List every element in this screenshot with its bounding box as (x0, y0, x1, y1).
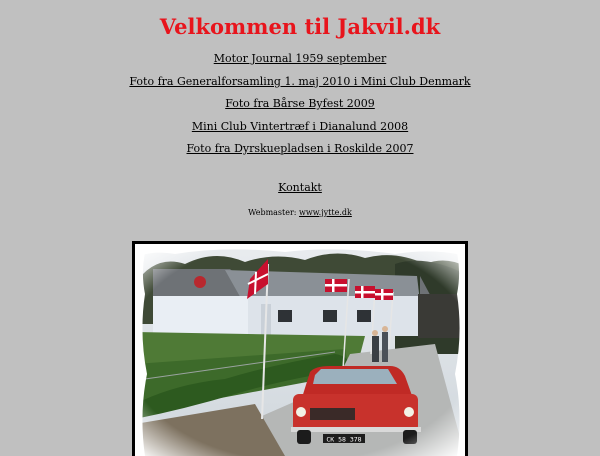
webmaster-line (0, 208, 600, 217)
webmaster-link[interactable]: www.jytte.dk (299, 208, 352, 217)
link-list (0, 52, 600, 165)
link-dyrskuepladsen[interactable]: Foto fra Dyrskuepladsen i Roskilde 2007 (186, 142, 414, 155)
photo-frame (132, 241, 468, 456)
webmaster-label: Webmaster: (248, 208, 297, 217)
page-title: Velkommen til Jakvil.dk (159, 14, 441, 39)
photo-illustration (135, 244, 465, 456)
link-motor-journal[interactable]: Motor Journal 1959 september (213, 52, 387, 65)
link-generalforsamling[interactable]: Foto fra Generalforsamling 1. maj 2010 i Mini Club Denmark (129, 74, 471, 88)
link-vintertraef[interactable]: Mini Club Vintertræf i Dianalund 2008 (191, 119, 409, 133)
contact-link[interactable]: Kontakt (278, 181, 322, 194)
link-baarse-byfest[interactable]: Foto fra Bårse Byfest 2009 (225, 97, 375, 110)
club-house-photo (135, 244, 465, 456)
